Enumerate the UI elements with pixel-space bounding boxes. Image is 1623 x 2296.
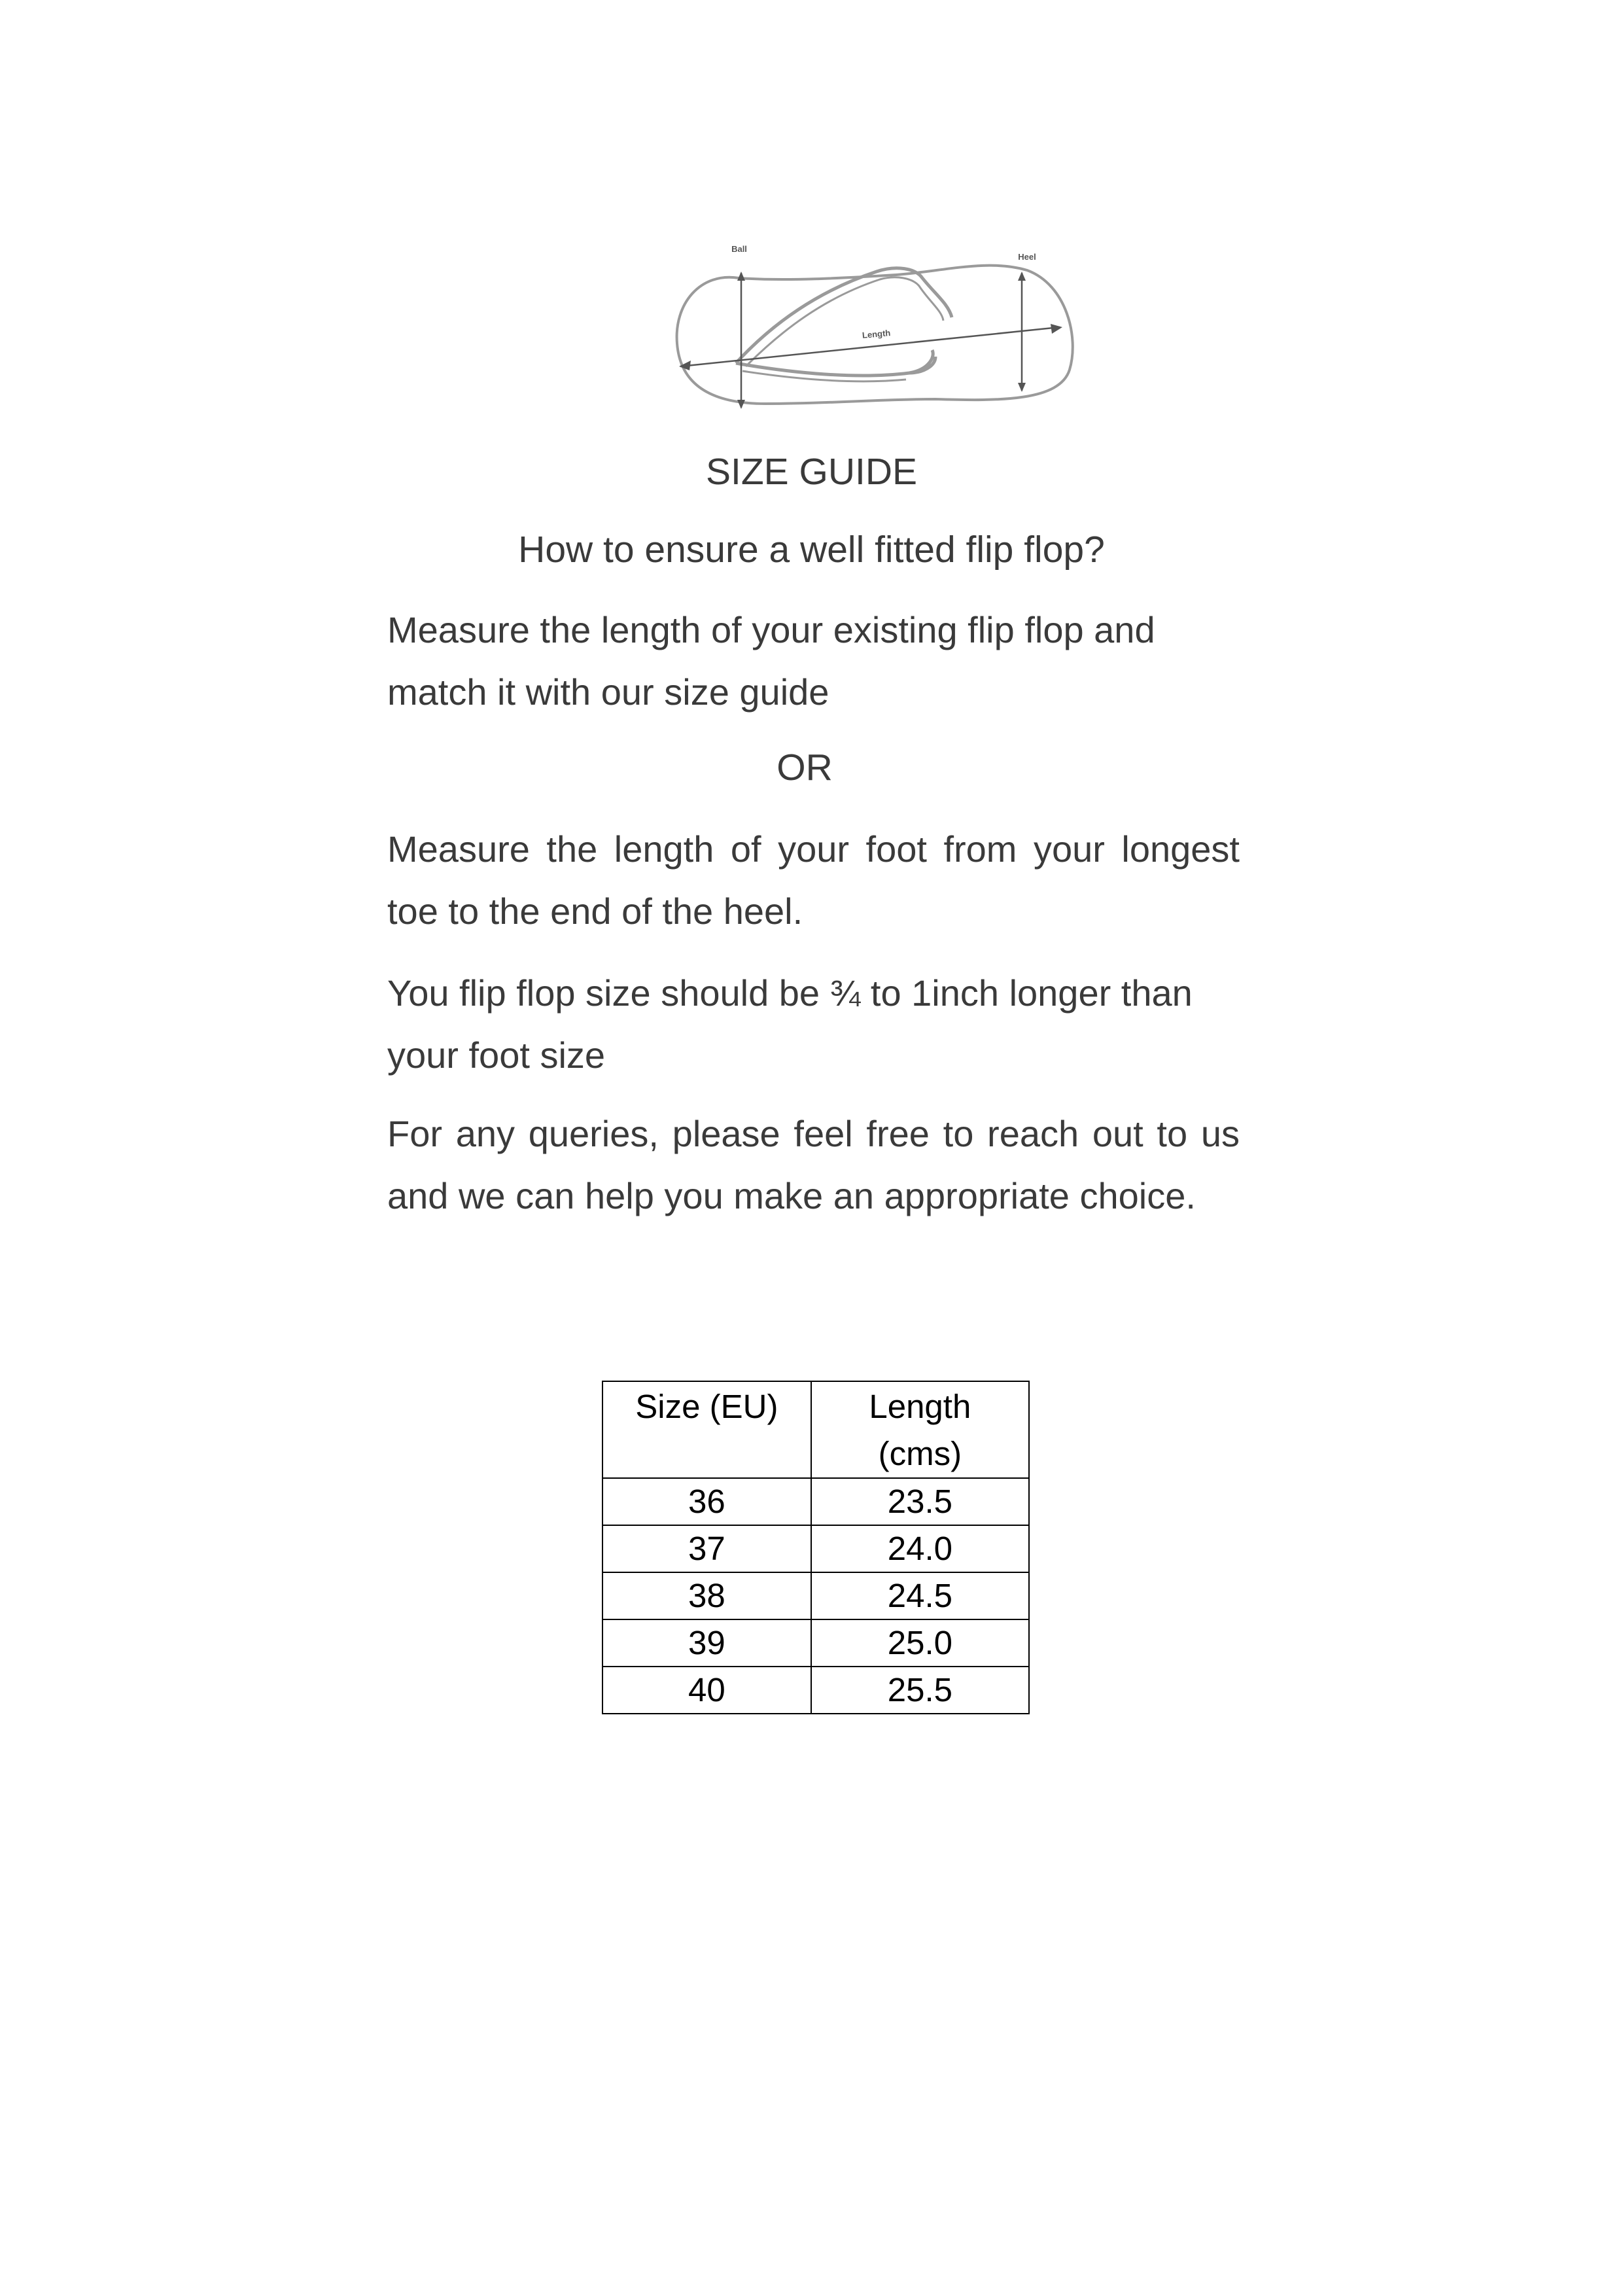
flip-flop-drawing [661, 232, 1086, 429]
length-cell: 25.5 [811, 1667, 1029, 1714]
paragraph-measure-foot: Measure the length of your foot from your longest toe to the end of the heel. [387, 828, 1240, 932]
length-cell: 25.0 [811, 1619, 1029, 1667]
length-cell: 24.5 [811, 1572, 1029, 1619]
size-cell: 40 [602, 1667, 811, 1714]
length-cell: 24.0 [811, 1525, 1029, 1572]
size-table [602, 1381, 1030, 1714]
table-row [602, 1478, 1029, 1525]
flip-flop-diagram [661, 232, 1086, 429]
paragraph-contact: For any queries, please feel free to reach out to us and we can help you make an appropriate choice. [387, 1113, 1240, 1216]
ball-arrowhead-top [737, 272, 745, 281]
length-column-header [811, 1381, 1029, 1478]
page-title: SIZE GUIDE [705, 451, 918, 493]
size-cell: 39 [602, 1619, 811, 1667]
table-row [602, 1667, 1029, 1714]
paragraph-size-advice: You flip flop size should be ¾ to 1inch longer than your foot size [387, 972, 1193, 1076]
heel-label: Heel [1018, 252, 1036, 262]
ball-label: Ball [731, 244, 747, 254]
heel-arrowhead-bottom [1018, 383, 1026, 392]
size-cell: 36 [602, 1478, 811, 1525]
table-row [602, 1619, 1029, 1667]
table-row [602, 1572, 1029, 1619]
table-row [602, 1525, 1029, 1572]
size-cell: 37 [602, 1525, 811, 1572]
or-separator: OR [777, 747, 833, 788]
length-cell: 23.5 [811, 1478, 1029, 1525]
length-label: Length [862, 328, 891, 340]
ball-arrowhead-bottom [737, 400, 745, 409]
paragraph-existing-flip-flop: Measure the length of your existing flip flop and match it with our size guide [387, 609, 1155, 713]
length-header-line2: (cms) [878, 1435, 962, 1472]
subtitle: How to ensure a well fitted flip flop? [518, 529, 1105, 571]
heel-arrowhead-top [1018, 272, 1026, 281]
length-arrowhead-right [1051, 324, 1062, 334]
table-header-row [602, 1381, 1029, 1478]
size-column-header: Size (EU) [602, 1381, 811, 1478]
strap-upper-inner [746, 277, 943, 366]
length-header-line1: Length [869, 1388, 971, 1425]
strap-lower [736, 350, 935, 376]
size-cell: 38 [602, 1572, 811, 1619]
